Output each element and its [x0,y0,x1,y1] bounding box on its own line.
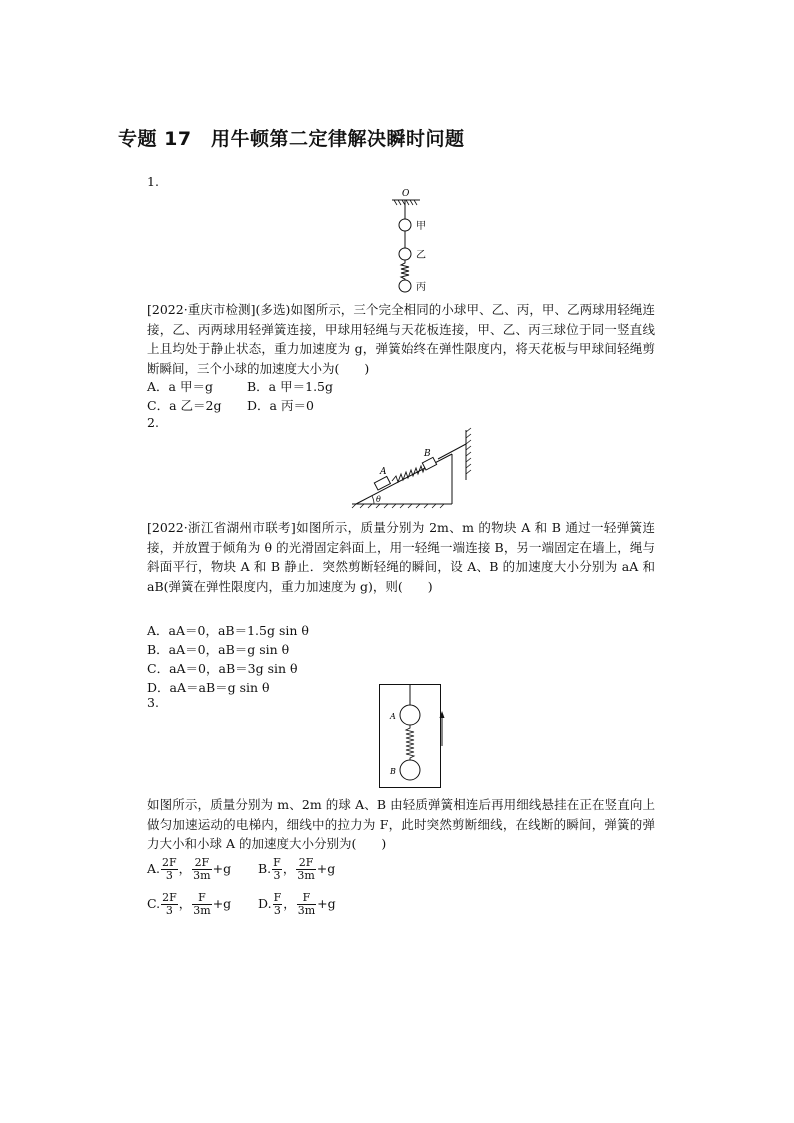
q1-ball-jia [399,219,411,231]
q3-option-d-frac1-den: 3 [273,904,281,917]
q3-option-d-tail: +g [317,896,336,911]
q1-stem: (多选)如图所示，三个完全相同的小球甲、乙、丙，甲、乙两球用轻绳连接，乙、丙两球用轻弹簧连接，甲球用轻绳与天花板连接，甲、乙、丙三球位于同一竖直线上且均处于静止状态，重力加速度为 g，弹簧始终在弹性限度内，将天花板与甲球间轻绳剪断瞬间，三个小球的加速度大小为( ) [147,302,655,376]
q2-number: 2. [147,415,159,430]
q3-option-d [258,892,336,917]
q3-option-a-tail: +g [212,861,232,876]
q3-option-c-frac1-den: 3 [165,904,173,917]
q3-ball-a [400,705,420,725]
q1-label-yi: 乙 [416,250,426,261]
q2-block-a [374,476,390,490]
q3-option-c-sep: ， [178,896,192,911]
q2-label-a: A [380,467,387,477]
q2-stem: 如图所示，质量分别为 2m、m 的物块 A 和 B 通过一轻弹簧连接，并放置于倾角为 θ 的光滑固定斜面上，用一轻绳一端连接 B，另一端固定在墙上，绳与斜面平行，物块 A 和 B 静止．突然剪断轻绳的瞬间，设 A、B 的加速度大小分别为 aA 和 aB(弹簧在弹性限度内，重力加速度为 g)，则( ) [147,520,655,594]
q2-wall-hatch [466,428,471,474]
q1-option-a: A．a 甲＝g [147,379,213,394]
q3-option-c-frac2 [192,892,211,917]
q3-option-c-frac2-num: F [192,892,211,905]
q3-option-b-frac2-den: 3m [297,869,315,882]
q2-option-a: A．aA＝0，aB＝1.5g sin θ [147,623,309,638]
q3-number: 3. [147,695,159,710]
q1-stem-block [147,300,655,378]
q2-source: [2022·浙江省湖州市联考] [147,520,296,535]
q1-ball-yi [399,248,411,260]
q1-spring [401,260,409,280]
q2-figure [348,428,488,508]
q2-angle-arc [372,496,374,504]
q3-stem: 如图所示，质量分别为 m、2m 的球 A、B 由轻质弹簧相连后再用细线悬挂在正在竖直向上做匀加速运动的电梯内，细线中的拉力为 F，此时突然剪断细线，在线断的瞬间，弹簧的弹力大小和小球 A 的加速度大小分别为( ) [147,797,655,852]
q2-label-theta: θ [376,495,381,504]
q3-option-c-letter: C. [147,896,161,911]
q3-option-b-tail: +g [316,861,336,876]
q3-option-b-frac1-den: 3 [273,869,281,882]
q3-option-c-frac1 [161,892,178,917]
q3-label-a: A [390,712,396,721]
q3-option-a-frac1 [161,857,178,882]
q3-option-d-frac2-den: 3m [297,904,316,917]
page-title: 专题 17 用牛顿第二定律解决瞬时问题 [118,128,465,150]
q3-option-d-frac2-num: F [297,892,316,905]
q3-option-b-frac1-num: F [273,856,281,869]
q2-block-b [422,457,436,470]
q2-option-b: B．aA＝0，aB＝g sin θ [147,642,290,657]
q1-option-c: C．a 乙＝2g [147,398,222,413]
q3-option-b [258,857,335,882]
q1-option-d: D．a 丙＝0 [247,398,314,413]
q3-option-a-frac2 [192,857,211,882]
q2-option-d: D．aA＝aB＝g sin θ [147,680,270,695]
q2-spring [392,464,426,482]
q2-stem-block [147,518,655,596]
q3-option-c-frac1-num: 2F [162,891,177,904]
q3-option-a-sep: ， [178,861,192,876]
q3-option-a-frac1-num: 2F [162,856,177,869]
q3-option-c [147,892,231,917]
q2-label-b: B [424,449,431,459]
q3-option-d-frac2 [297,892,316,917]
q3-option-b-letter: B. [258,861,272,876]
q3-option-d-sep: ， [283,896,296,911]
q3-label-b: B [390,767,396,776]
q3-option-c-tail: +g [212,896,232,911]
q3-ball-b [400,760,420,780]
q3-option-a-frac2-num: 2F [192,857,211,870]
q2-ground-hatch [352,504,444,508]
q1-label-jia: 甲 [416,221,426,232]
q3-option-d-frac1-num: F [273,891,282,904]
q3-stem-block [147,795,655,854]
q1-label-bing: 丙 [416,282,426,293]
q1-label-O: O [402,189,410,199]
q2-incline [356,454,452,504]
q1-number: 1. [147,174,159,189]
q3-option-b-frac1 [272,857,282,882]
q3-option-b-frac2 [296,857,315,882]
q3-option-b-sep: ， [282,861,296,876]
q1-figure [380,188,450,296]
q1-source: [2022·重庆市检测] [147,302,256,317]
q3-option-a-letter: A. [147,861,161,876]
q3-option-a-frac1-den: 3 [165,869,173,882]
q3-option-c-frac2-den: 3m [193,904,211,917]
q3-figure [379,684,441,788]
q1-ball-bing [399,280,411,292]
q3-option-d-frac1 [273,892,283,917]
q1-option-b: B．a 甲＝1.5g [247,379,333,394]
q3-option-b-frac2-num: 2F [296,857,315,870]
q3-option-a [147,857,231,882]
q2-option-c: C．aA＝0，aB＝3g sin θ [147,661,298,676]
q3-option-a-frac2-den: 3m [193,869,211,882]
q3-option-d-letter: D. [258,896,272,911]
